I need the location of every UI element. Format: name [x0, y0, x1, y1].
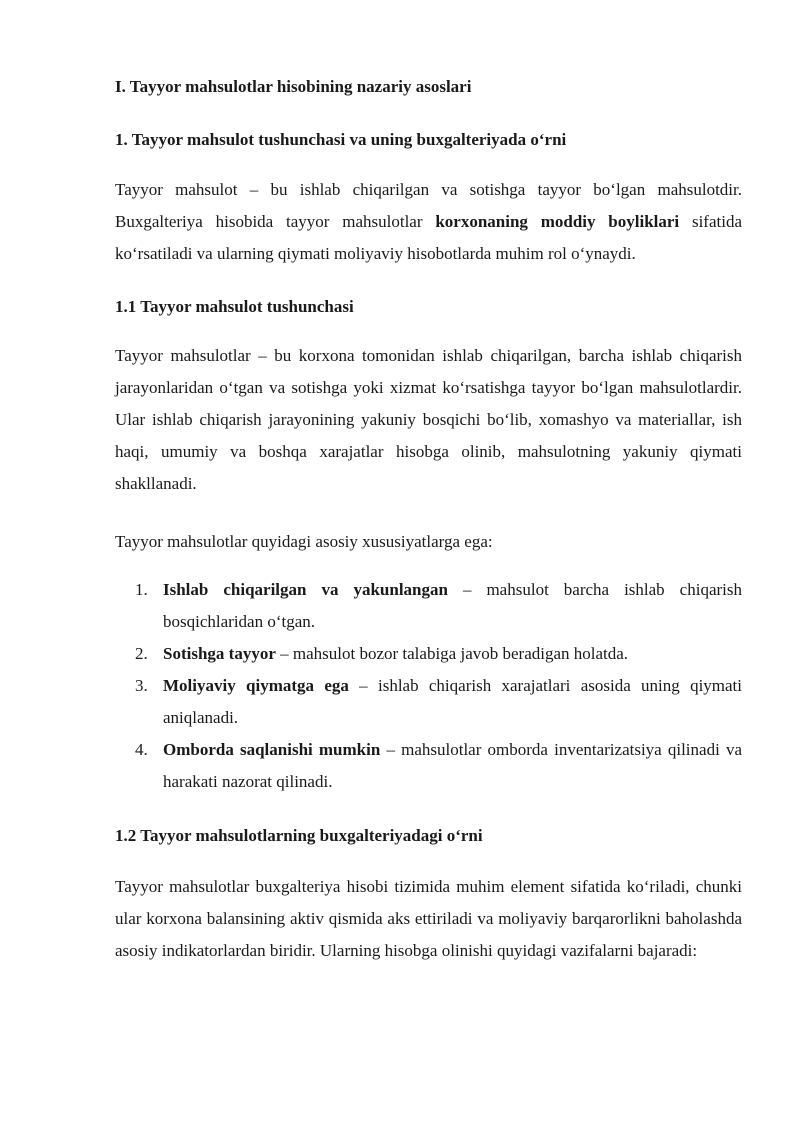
list-item-bold: Sotishga tayyor [163, 644, 276, 663]
list-item-bold: Ishlab chiqarilgan va yakunlangan [163, 580, 448, 599]
paragraph-3: Tayyor mahsulotlar quyidagi asosiy xususiyatlarga ega: [115, 532, 493, 551]
list-item [115, 574, 742, 638]
list-item-text: – ishlab chiqarish xarajatlari asosida uning qiymati aniqlanadi. [163, 676, 743, 727]
features-list [115, 574, 742, 798]
paragraph-2: Tayyor mahsulotlar – bu korxona tomonidan ishlab chiqarilgan, barcha ishlab chiqarish jarayonlaridan o‘tgan va sotishga yoki xizmat ko‘rsatishga tayyor bo‘lgan mahsulotlardir. Ular ishlab chiqarish jarayonining yakuniy bosqichi bo‘lib, xomashyo va materiallar, ish haqi, umumiy va boshqa xarajatlar hisobga olinib, mahsulotning yakuniy qiymati shakllanadi. [115, 346, 742, 493]
list-item-number: 3. [135, 676, 148, 695]
list-item-text: – mahsulot barcha ishlab chiqarish bosqichlaridan o‘tgan. [163, 580, 742, 631]
list-item-bold: Omborda saqlanishi mumkin [163, 740, 381, 759]
paragraph-1-bold: korxonaning moddiy boyliklari [435, 212, 680, 231]
section-heading-1-2: 1.2 Tayyor mahsulotlarning buxgalteriyadagi o‘rni [115, 826, 483, 845]
list-item-number: 2. [135, 644, 148, 663]
list-item-number: 1. [135, 580, 148, 599]
paragraph-1-text-after: sifatida ko‘rsatiladi va ularning qiymati moliyaviy hisobotlarda muhim rol o‘ynaydi. [115, 212, 742, 263]
paragraph-1 [115, 174, 742, 270]
main-heading: I. Tayyor mahsulotlar hisobining nazariy asoslari [115, 77, 472, 96]
list-item-text: – mahsulotlar omborda inventarizatsiya qilinadi va harakati nazorat qilinadi. [163, 740, 742, 791]
paragraph-4: Tayyor mahsulotlar buxgalteriya hisobi tizimida muhim element sifatida ko‘riladi, chunki ular korxona balansining aktiv qismida aks ettiriladi va moliyaviy barqarorlikni baholashda asosiy indikatorlardan biridir. Ularning hisobga olinishi quyidagi vazifalarni bajaradi: [115, 877, 742, 960]
section-heading-1: 1. Tayyor mahsulot tushunchasi va uning buxgalteriyada o‘rni [115, 130, 567, 149]
list-item-text: – mahsulot bozor talabiga javob beradigan holatda. [275, 644, 629, 663]
list-item-number: 4. [135, 740, 148, 759]
list-item [115, 638, 742, 670]
list-item [115, 670, 742, 734]
paragraph-1-text-before: Tayyor mahsulot – bu ishlab chiqarilgan va sotishga tayyor bo‘lgan mahsulotdir. Buxgalteriya hisobida tayyor mahsulotlar [115, 180, 742, 231]
list-item [115, 734, 742, 798]
section-heading-1-1: 1.1 Tayyor mahsulot tushunchasi [115, 297, 354, 316]
list-item-bold: Moliyaviy qiymatga ega [163, 676, 349, 695]
